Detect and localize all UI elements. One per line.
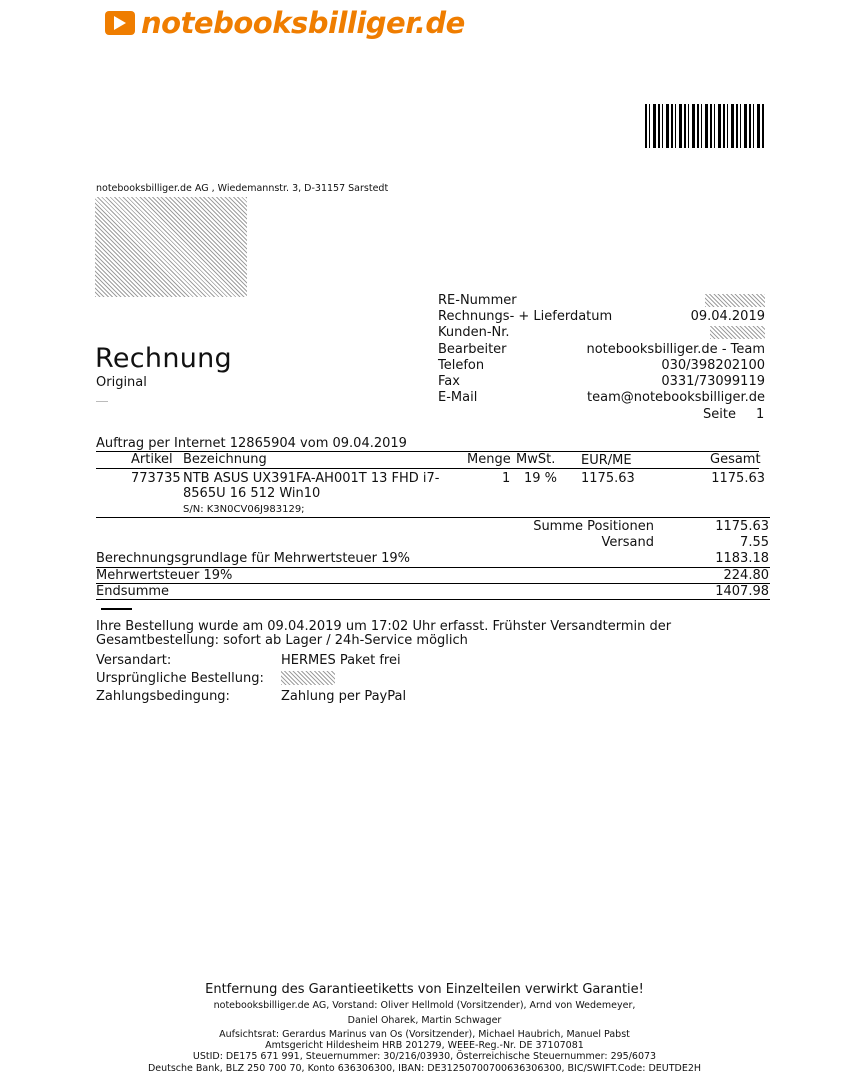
meta-label-telefon: Telefon — [438, 358, 485, 373]
footer-line6: Deutsche Bank, BLZ 250 700 70, Konto 636306300, IBAN: DE31250700700636306300, BIC/SWIFT.Code: DEUTDE2H — [147, 1063, 702, 1074]
detail-label-zahlungsbedingung: Zahlungsbedingung: — [96, 689, 230, 704]
page-number: 1 — [756, 407, 765, 422]
footer-warning: Entfernung des Garantieetiketts von Einzelteilen verwirkt Garantie! — [205, 982, 644, 997]
endsumme-value: 1407.98 — [715, 584, 769, 599]
detail-label-versandart: Versandart: — [96, 653, 172, 668]
cell-mwst: 19 % — [524, 471, 558, 486]
detail-value-zahlungsbedingung: Zahlung per PayPal — [281, 689, 407, 704]
col-header-menge: Menge — [467, 452, 511, 467]
summe-positionen-value: 1175.63 — [715, 519, 769, 534]
footer-line5: UStID: DE175 671 991, Steuernummer: 30/216/03930, Österreichische Steuernummer: 295/6073 — [192, 1051, 657, 1062]
meta-value-telefon: 030/398202100 — [661, 358, 765, 373]
rule — [96, 599, 770, 600]
order-notice-line2: Gesamtbestellung: sofort ab Lager / 24h-Service möglich — [96, 633, 468, 648]
basis-value: 1183.18 — [715, 551, 769, 566]
meta-value-email: team@notebooksbilliger.de — [587, 390, 765, 405]
divider — [96, 401, 108, 402]
meta-value-datum: 09.04.2019 — [690, 309, 765, 324]
meta-label-fax: Fax — [438, 374, 460, 389]
page-title: Rechnung — [95, 343, 232, 374]
redacted-bestellung — [281, 671, 335, 685]
mehrwertsteuer-label: Mehrwertsteuer 19% — [96, 568, 233, 583]
versand-value: 7.55 — [740, 535, 769, 550]
barcode — [645, 104, 765, 148]
redacted-address — [95, 197, 247, 297]
rule — [96, 468, 759, 469]
footer — [0, 982, 849, 1075]
cell-eur-me: 1175.63 — [581, 471, 635, 486]
meta-value-bearbeiter: notebooksbilliger.de - Team — [586, 342, 765, 357]
cell-bezeichnung-line1: NTB ASUS UX391FA-AH001T 13 FHD i7- — [183, 471, 440, 486]
meta-label-kunden-nr: Kunden-Nr. — [438, 325, 510, 340]
versand-label: Versand — [601, 535, 654, 550]
cell-serial-number: S/N: K3N0CV06J983129; — [183, 504, 305, 515]
redacted-re-nummer — [705, 294, 765, 307]
endsumme-label: Endsumme — [96, 584, 170, 599]
cell-bezeichnung-line2: 8565U 16 512 Win10 — [183, 486, 321, 501]
cell-menge: 1 — [502, 471, 511, 486]
logo-arrow-icon — [105, 11, 135, 35]
cell-gesamt: 1175.63 — [711, 471, 765, 486]
order-notice-line1: Ihre Bestellung wurde am 09.04.2019 um 17:02 Uhr erfasst. Frühster Versandtermin der — [96, 619, 672, 634]
detail-value-versandart: HERMES Paket frei — [281, 653, 401, 668]
mehrwertsteuer-value: 224.80 — [723, 568, 769, 583]
meta-value-fax: 0331/73099119 — [661, 374, 765, 389]
footer-line3: Aufsichtsrat: Gerardus Marinus van Os (Vorsitzender), Michael Haubrich, Manuel Pabst — [219, 1029, 630, 1040]
cell-artikel: 773735 — [131, 471, 181, 486]
redacted-kunden-nr — [710, 326, 765, 339]
meta-label-bearbeiter: Bearbeiter — [438, 342, 507, 357]
meta-label-re-nummer: RE-Nummer — [438, 293, 517, 308]
order-reference: Auftrag per Internet 12865904 vom 09.04.2019 — [96, 436, 407, 451]
rule — [96, 517, 770, 518]
rule — [96, 583, 770, 584]
rule-short — [101, 608, 132, 610]
footer-line2: Daniel Oharek, Martin Schwager — [347, 1015, 502, 1026]
brand-logo — [105, 6, 465, 40]
footer-line1: notebooksbilliger.de AG, Vorstand: Oliver Hellmold (Vorsitzender), Arnd von Wedemeyer, — [213, 1000, 636, 1011]
meta-label-datum: Rechnungs- + Lieferdatum — [438, 309, 613, 324]
col-header-eur-me: EUR/ME — [581, 453, 632, 468]
document-subtitle: Original — [96, 375, 147, 390]
basis-label: Berechnungsgrundlage für Mehrwertsteuer 19% — [96, 551, 411, 566]
detail-label-urspruengliche-bestellung: Ursprüngliche Bestellung: — [96, 671, 264, 686]
sender-line: notebooksbilliger.de AG , Wiedemannstr. 3, D-31157 Sarstedt — [96, 183, 389, 194]
footer-line4: Amtsgericht Hildesheim HRB 201279, WEEE-Reg.-Nr. DE 37107081 — [265, 1040, 584, 1051]
summe-positionen-label: Summe Positionen — [533, 519, 654, 534]
logo-text: notebooksbilliger.de — [141, 6, 465, 40]
col-header-mwst: MwSt. — [516, 452, 556, 467]
meta-label-email: E-Mail — [438, 390, 478, 405]
page-label: Seite — [703, 407, 736, 422]
col-header-artikel: Artikel — [131, 452, 173, 467]
col-header-gesamt: Gesamt — [710, 452, 761, 467]
col-header-bezeichnung: Bezeichnung — [183, 452, 267, 467]
